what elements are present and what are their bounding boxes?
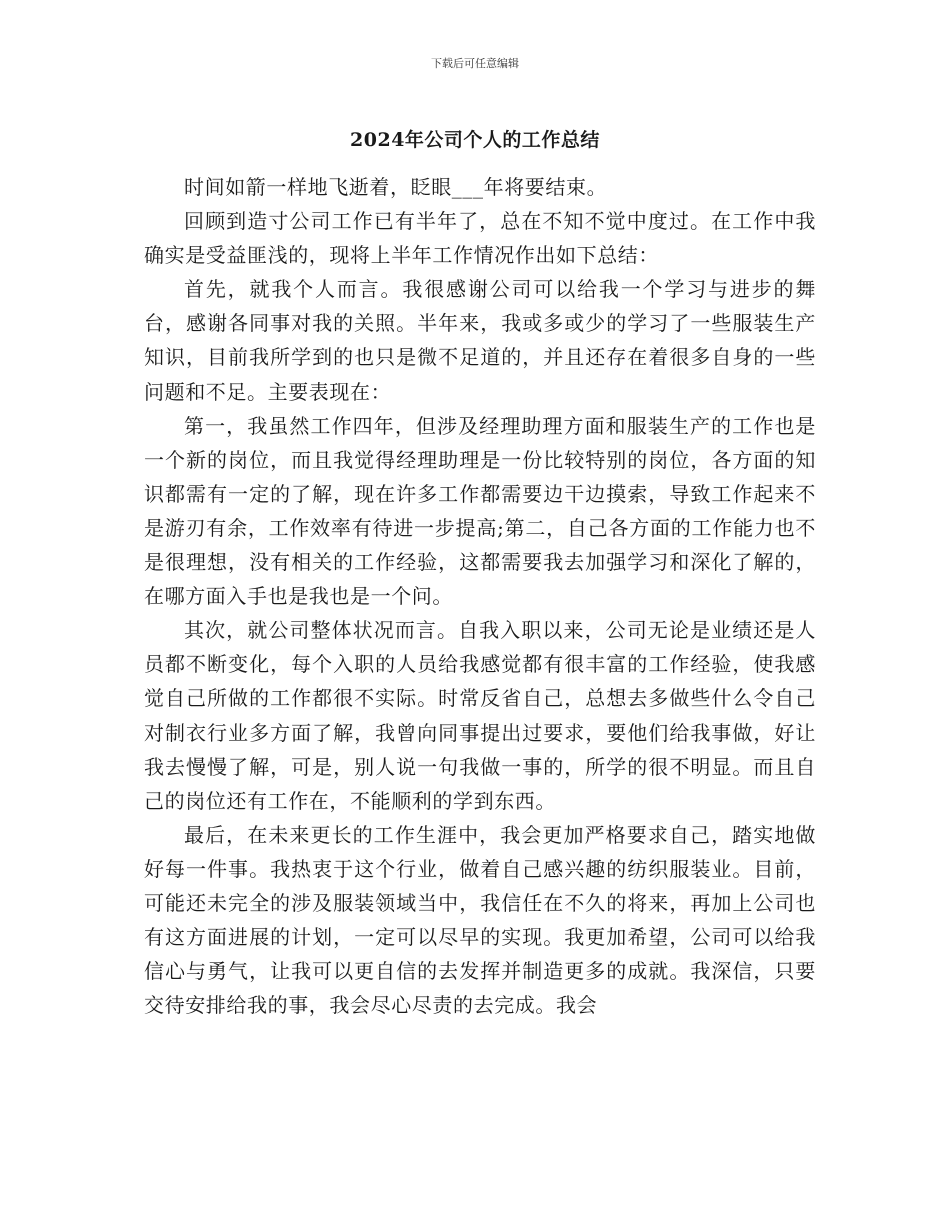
paragraph-opening: 时间如箭一样地飞逝着，眨眼___年将要结束。 [184,175,608,199]
paragraph-first-personal: 首先，就我个人而言。我很感谢公司可以给我一个学习与进步的舞台，感谢各同事对我的关照。半年来，我或多或少的学习了一些服装生产知识，目前我所学到的也只是微不足道的，并且还存在着很多自身的一些问题和不足。主要表现在： [144,277,816,404]
paragraph-company: 其次，就公司整体状况而言。自我入职以来，公司无论是业绩还是人员都不断变化，每个入职的人员给我感觉都有很丰富的工作经验，使我感觉自己所做的工作都很不实际。时常反省自己，总想去多做些什么令自己对制衣行业多方面了解，我曾向同事提出过要求，要他们给我事做，好让我去慢慢了解，可是，别人说一句我做一事的，所学的很不明显。而且自己的岗位还有工作在，不能顺利的学到东西。 [144,618,816,813]
document-title: 2024年公司个人的工作总结 [350,129,600,151]
paragraph-shortcomings: 第一，我虽然工作四年，但涉及经理助理方面和服装生产的工作也是一个新的岗位，而且我觉得经理助理是一份比较特别的岗位，各方面的知识都需有一定的了解，现在许多工作都需要边干边摸索，导致工作起来不是游刃有余，工作效率有待进一步提高;第二，自己各方面的工作能力也不是很理想，没有相关的工作经验，这都需要我去加强学习和深化了解的，在哪方面入手也是我也是一个问。 [144,413,816,609]
paragraph-review: 回顾到造寸公司工作已有半年了，总在不知不觉中度过。在工作中我确实是受益匪浅的，现将上半年工作情况作出如下总结： [144,209,816,268]
document-body [144,170,816,1022]
paragraph-future: 最后，在未来更长的工作生涯中，我会更加严格要求自己，踏实地做好每一件事。我热衷于这个行业，做着自己感兴趣的纺织服装业。目前，可能还未完全的涉及服装领域当中，我信任在不久的将来，再加上公司也有这方面进展的计划，一定可以尽早的实现。我更加希望，公司可以给我信心与勇气，让我可以更自信的去发挥并制造更多的成就。我深信，只要交待安排给我的事，我会尽心尽责的去完成。我会 [144,822,816,1018]
page-header-note: 下载后可任意编辑 [431,57,519,70]
